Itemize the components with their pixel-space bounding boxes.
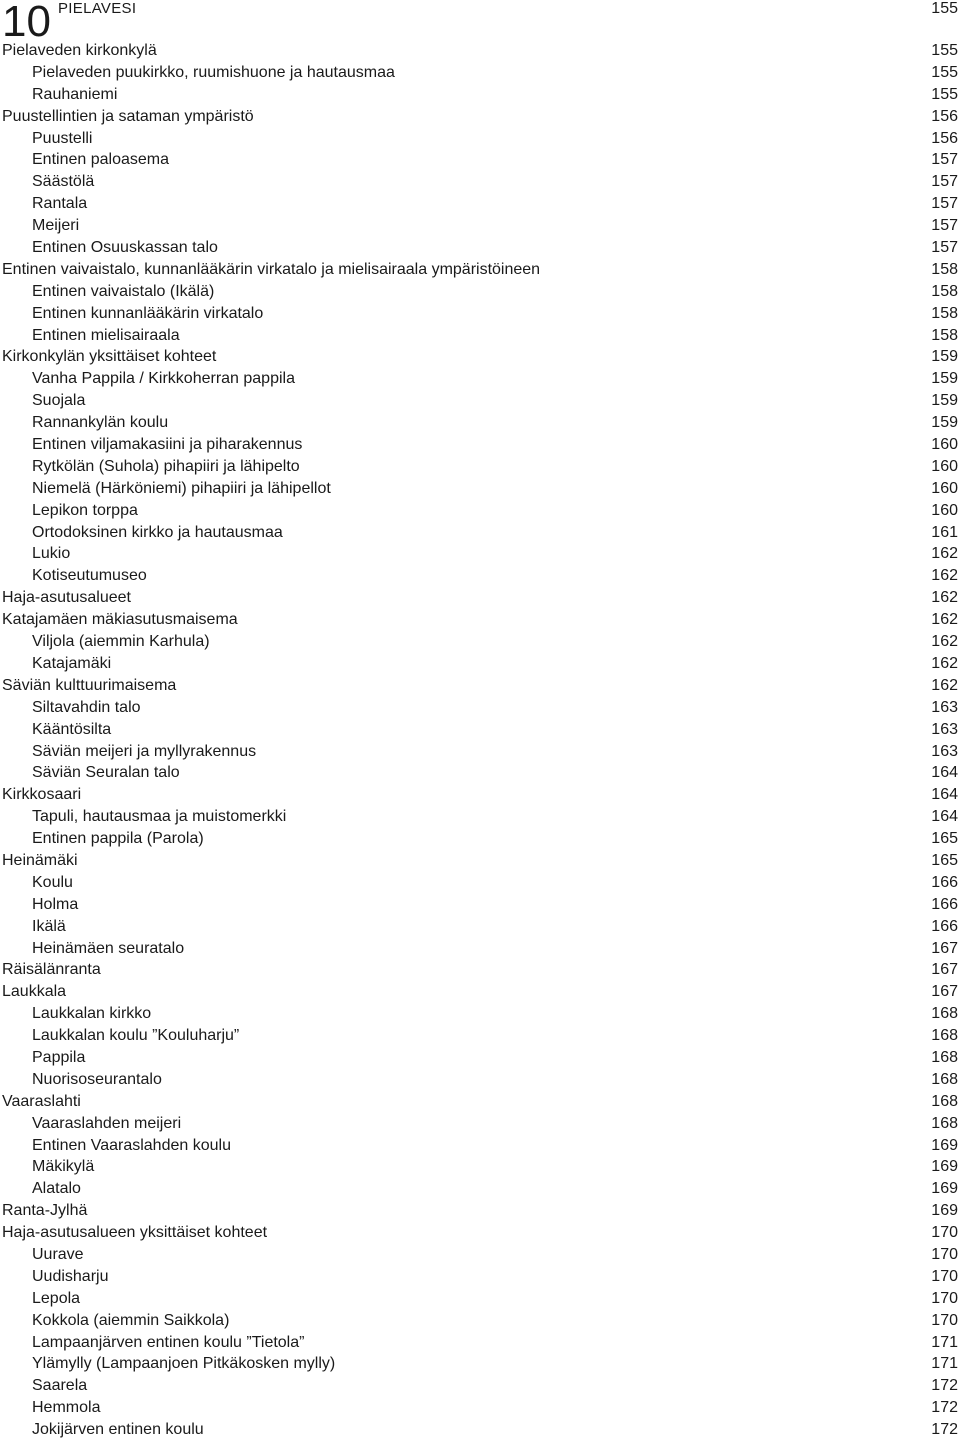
toc-entry-page: 167 [931,961,958,979]
toc-entry-title: Ranta-Jylhä [2,1202,88,1220]
toc-entry-title: Kotiseutumuseo [32,567,147,585]
toc-section-row [0,981,960,1003]
table-of-contents [0,40,960,1441]
toc-section-row [0,609,960,631]
toc-entry-title: Säviän Seuralan talo [32,764,180,782]
toc-entry-page: 170 [931,1311,958,1329]
toc-entry-page: 162 [931,654,958,672]
toc-entry-title: Saarela [32,1377,88,1395]
toc-entry-page: 169 [931,1136,958,1154]
toc-entry-page: 159 [931,370,958,388]
toc-entry-row [0,828,960,850]
toc-entry-page: 160 [931,457,958,475]
toc-entry-page: 170 [931,1267,958,1285]
toc-entry-page: 172 [931,1399,958,1417]
toc-section-row [0,106,960,128]
toc-entry-row [0,1025,960,1047]
toc-entry-row [0,522,960,544]
toc-entry-page: 170 [931,1245,958,1263]
toc-entry-title: Kirkonkylän yksittäiset kohteet [2,348,217,366]
toc-entry-title: Pappila [32,1048,86,1066]
toc-entry-title: Entinen Osuuskassan talo [32,239,218,257]
toc-section-row [0,1222,960,1244]
toc-entry-title: Niemelä (Härköniemi) pihapiiri ja lähipellot [32,479,331,497]
toc-entry-title: Katajamäki [32,654,112,672]
toc-entry-title: Kokkola (aiemmin Saikkola) [32,1311,230,1329]
toc-entry-title: Uurave [32,1245,84,1263]
toc-entry-page: 157 [931,217,958,235]
toc-entry-row [0,1353,960,1375]
toc-entry-row [0,631,960,653]
toc-entry-page: 171 [931,1355,958,1373]
toc-section-row [0,675,960,697]
toc-entry-row [0,478,960,500]
toc-entry-title: Entinen kunnanlääkärin virkatalo [32,304,264,322]
toc-entry-page: 166 [931,895,958,913]
toc-entry-page: 172 [931,1377,958,1395]
toc-entry-title: Nuorisoseurantalo [32,1070,162,1088]
toc-entry-row [0,806,960,828]
toc-entry-title: Haja-asutusalueet [2,589,131,607]
toc-entry-page: 167 [931,983,958,1001]
toc-entry-row [0,1288,960,1310]
toc-entry-row [0,741,960,763]
toc-entry-row [0,128,960,150]
toc-entry-title: Koulu [32,873,73,891]
toc-entry-page: 170 [931,1224,958,1242]
toc-entry-page: 165 [931,830,958,848]
toc-entry-title: Viljola (aiemmin Karhula) [32,633,210,651]
toc-entry-page: 167 [931,939,958,957]
toc-entry-title: Meijeri [32,217,80,235]
toc-entry-page: 168 [931,1092,958,1110]
toc-section-row [0,1200,960,1222]
toc-entry-title: Lepikon torppa [32,501,138,519]
toc-section-row [0,1091,960,1113]
toc-entry-title: Säästölä [32,173,95,191]
toc-entry-page: 168 [931,1005,958,1023]
toc-entry-row [0,1047,960,1069]
toc-entry-title: Ortodoksinen kirkko ja hautausmaa [32,523,283,541]
toc-entry-page: 155 [931,63,958,81]
toc-entry-title: Rauhaniemi [32,85,118,103]
toc-entry-title: Kirkkosaari [2,786,82,804]
toc-entry-row [0,719,960,741]
toc-entry-row [0,1375,960,1397]
toc-entry-row [0,543,960,565]
toc-entry-page: 162 [931,676,958,694]
toc-entry-page: 157 [931,151,958,169]
toc-entry-page: 162 [931,545,958,563]
toc-entry-row [0,1266,960,1288]
toc-entry-row [0,412,960,434]
toc-entry-title: Siltavahdin talo [32,698,141,716]
toc-entry-row [0,938,960,960]
toc-entry-title: Jokijärven entinen koulu [32,1421,204,1439]
toc-entry-row [0,171,960,193]
toc-section-row [0,784,960,806]
toc-entry-page: 168 [931,1070,958,1088]
toc-entry-page: 169 [931,1158,958,1176]
toc-entry-page: 169 [931,1202,958,1220]
toc-entry-page: 166 [931,917,958,935]
toc-entry-row [0,1003,960,1025]
toc-entry-row [0,1178,960,1200]
chapter-number: 10 [2,0,51,46]
toc-entry-row [0,215,960,237]
toc-section-row [0,346,960,368]
toc-entry-row [0,697,960,719]
toc-entry-title: Räisälänranta [2,961,101,979]
toc-entry-title: Mäkikylä [32,1158,95,1176]
toc-entry-page: 155 [931,85,958,103]
toc-entry-title: Entinen vaivaistalo, kunnanlääkärin virkatalo ja mielisairaala ympäristöineen [2,260,541,278]
toc-entry-row [0,894,960,916]
toc-section-row [0,850,960,872]
toc-entry-title: Pielaveden puukirkko, ruumishuone ja hautausmaa [32,63,395,81]
toc-entry-title: Säviän meijeri ja myllyrakennus [32,742,257,760]
toc-entry-page: 162 [931,633,958,651]
toc-entry-title: Laukkalan koulu ”Kouluharju” [32,1027,240,1045]
toc-entry-title: Laukkala [2,983,67,1001]
toc-section-row [0,587,960,609]
toc-entry-page: 166 [931,873,958,891]
toc-entry-row [0,237,960,259]
toc-entry-page: 156 [931,129,958,147]
toc-entry-row [0,1156,960,1178]
toc-entry-title: Heinämäki [2,851,78,869]
toc-entry-row [0,368,960,390]
toc-entry-page: 163 [931,720,958,738]
toc-entry-row [0,916,960,938]
toc-entry-title: Suojala [32,392,86,410]
toc-entry-page: 162 [931,589,958,607]
toc-entry-page: 158 [931,326,958,344]
toc-entry-row [0,762,960,784]
toc-entry-title: Lukio [32,545,71,563]
toc-entry-page: 169 [931,1180,958,1198]
toc-entry-title: Katajamäen mäkiasutusmaisema [2,611,238,629]
toc-entry-page: 162 [931,611,958,629]
toc-entry-row [0,281,960,303]
toc-entry-title: Entinen paloasema [32,151,169,169]
toc-entry-title: Entinen Vaaraslahden koulu [32,1136,231,1154]
toc-entry-page: 160 [931,436,958,454]
toc-entry-row [0,325,960,347]
toc-section-row [0,959,960,981]
toc-entry-title: Lampaanjärven entinen koulu ”Tietola” [32,1333,305,1351]
toc-entry-page: 164 [931,808,958,826]
toc-entry-page: 164 [931,786,958,804]
toc-section-row [0,40,960,62]
toc-entry-page: 159 [931,348,958,366]
toc-entry-title: Ylämylly (Lampaanjoen Pitkäkosken mylly) [32,1355,336,1373]
toc-entry-page: 155 [931,42,958,59]
toc-entry-title: Vaaraslahti [2,1092,81,1110]
toc-entry-row [0,1113,960,1135]
toc-entry-title: Pielaveden kirkonkylä [2,42,157,59]
toc-entry-page: 171 [931,1333,958,1351]
toc-entry-page: 170 [931,1289,958,1307]
toc-entry-row [0,1069,960,1091]
toc-entry-page: 172 [931,1421,958,1439]
toc-entry-title: Puustelli [32,129,93,147]
toc-entry-title: Entinen mielisairaala [32,326,180,344]
toc-entry-title: Hemmola [32,1399,101,1417]
toc-entry-page: 165 [931,851,958,869]
toc-entry-page: 163 [931,698,958,716]
toc-entry-row [0,303,960,325]
toc-entry-row [0,872,960,894]
toc-entry-page: 159 [931,392,958,410]
toc-entry-title: Vanha Pappila / Kirkkoherran pappila [32,370,295,388]
toc-entry-page: 157 [931,195,958,213]
toc-entry-row [0,193,960,215]
toc-entry-row [0,1310,960,1332]
toc-entry-title: Rannankylän koulu [32,414,169,432]
toc-entry-title: Rytkölän (Suhola) pihapiiri ja lähipelto [32,457,300,475]
toc-entry-title: Ikälä [32,917,66,935]
toc-entry-page: 163 [931,742,958,760]
toc-entry-row [0,84,960,106]
toc-entry-row [0,1397,960,1419]
toc-entry-title: Tapuli, hautausmaa ja muistomerkki [32,808,287,826]
toc-entry-title: Rantala [32,195,88,213]
toc-entry-title: Puustellintien ja sataman ympäristö [2,107,254,125]
toc-entry-page: 164 [931,764,958,782]
toc-entry-row [0,1244,960,1266]
toc-entry-title: Entinen pappila (Parola) [32,830,204,848]
toc-entry-page: 160 [931,501,958,519]
toc-entry-title: Lepola [32,1289,81,1307]
toc-entry-page: 158 [931,260,958,278]
toc-entry-title: Heinämäen seuratalo [32,939,185,957]
toc-entry-title: Kääntösilta [32,720,112,738]
toc-entry-page: 168 [931,1114,958,1132]
toc-entry-row [0,390,960,412]
toc-entry-title: Holma [32,895,79,913]
toc-entry-page: 159 [931,414,958,432]
toc-entry-title: Entinen viljamakasiini ja piharakennus [32,436,303,454]
toc-entry-title: Entinen vaivaistalo (Ikälä) [32,282,215,300]
toc-section-row [0,259,960,281]
toc-entry-title: Haja-asutusalueen yksittäiset kohteet [2,1224,268,1242]
toc-entry-row [0,62,960,84]
toc-entry-row [0,500,960,522]
toc-entry-page: 157 [931,239,958,257]
toc-entry-title: Vaaraslahden meijeri [32,1114,182,1132]
toc-entry-row [0,434,960,456]
toc-entry-row [0,456,960,478]
toc-entry-title: Uudisharju [32,1267,109,1285]
toc-entry-page: 156 [931,107,958,125]
chapter-title: PIELAVESI [58,0,137,17]
toc-entry-page: 168 [931,1048,958,1066]
toc-entry-page: 161 [931,523,958,541]
chapter-page-number: 155 [931,0,958,17]
toc-entry-row [0,1135,960,1157]
toc-entry-row [0,1332,960,1354]
toc-entry-title: Laukkalan kirkko [32,1005,152,1023]
toc-entry-title: Alatalo [32,1180,81,1198]
toc-entry-row [0,149,960,171]
toc-entry-page: 160 [931,479,958,497]
toc-entry-page: 158 [931,304,958,322]
toc-entry-page: 157 [931,173,958,191]
toc-entry-page: 168 [931,1027,958,1045]
toc-entry-page: 158 [931,282,958,300]
toc-entry-title: Säviän kulttuurimaisema [2,676,177,694]
toc-entry-page: 162 [931,567,958,585]
toc-entry-row [0,565,960,587]
toc-entry-row [0,1419,960,1441]
toc-entry-row [0,653,960,675]
